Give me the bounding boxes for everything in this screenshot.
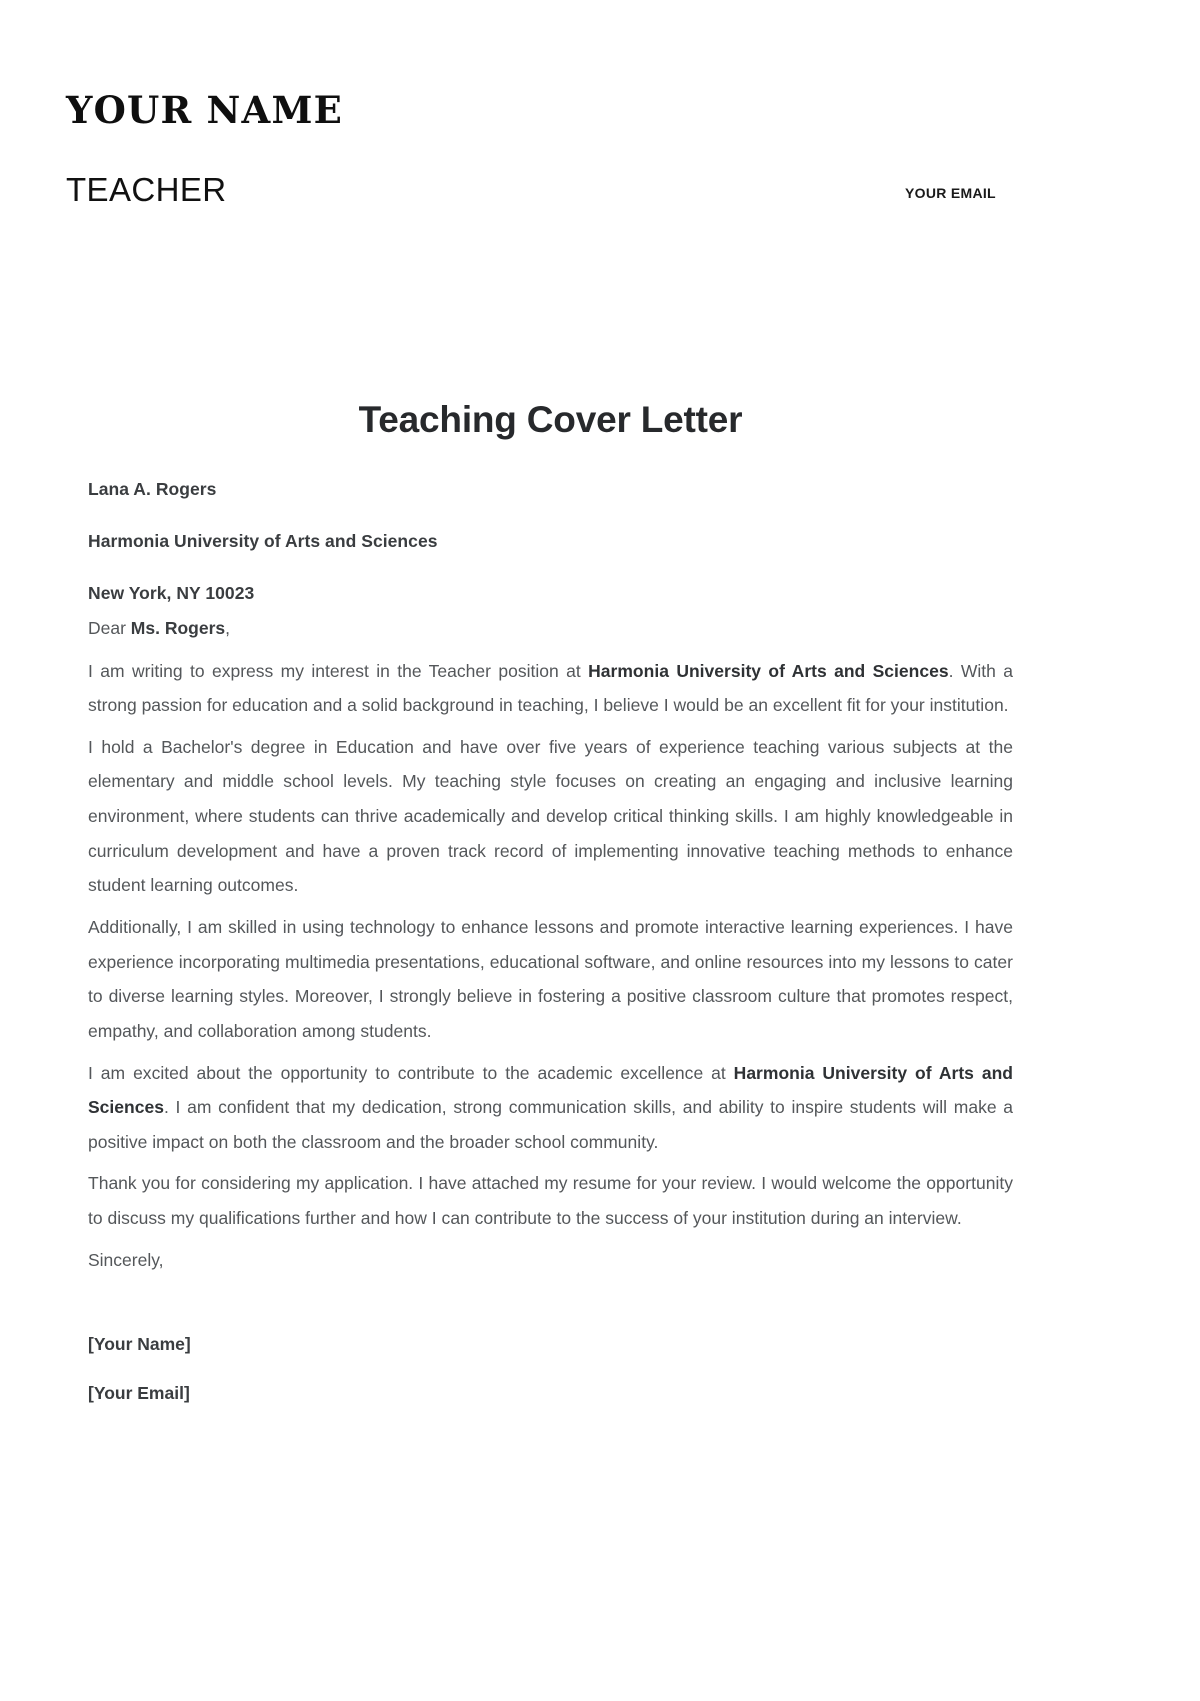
- salutation-prefix: Dear: [88, 618, 131, 639]
- letter-paragraph: [88, 1056, 1013, 1160]
- salutation: [88, 615, 1013, 641]
- paragraph-text: I hold a Bachelor's degree in Education and have over five years of experience teaching various subjects at the elementary and middle school levels. My teaching style focuses on creating an engaging and inclusive learning environment, where students can thrive academically and develop critical thinking skills. I am highly knowledgeable in curriculum development and have a proven track record of implementing innovative teaching methods to enhance student learning outcomes.: [88, 736, 1013, 896]
- recipient-organization: Harmonia University of Arts and Sciences: [88, 531, 438, 552]
- closing-line: Sincerely,: [88, 1249, 164, 1270]
- emphasis-text: Harmonia University of Arts and Sciences: [588, 660, 949, 681]
- salutation-suffix: ,: [225, 618, 230, 639]
- recipient-name: Lana A. Rogers: [88, 479, 217, 500]
- letter-paragraph: [88, 730, 1013, 903]
- letter-paragraphs: [88, 654, 1013, 1236]
- emphasis-text: Harmonia University of Arts and Sciences: [88, 1062, 1013, 1118]
- recipient-city-state-zip: New York, NY 10023: [88, 582, 255, 603]
- paragraph-text: Additionally, I am skilled in using technology to enhance lessons and promote interactive learning experiences. I have experience incorporating multimedia presentations, educational software, and online resources into my lessons to cater to diverse learning styles. Moreover, I strongly believe in fostering a positive classroom culture that promotes respect, empathy, and collaboration among students.: [88, 917, 1013, 1041]
- letter-body: [88, 398, 1013, 1431]
- salutation-recipient: Ms. Rogers: [130, 618, 226, 639]
- letter-paragraph: [88, 910, 1013, 1049]
- signature-email: [Your Email]: [88, 1383, 190, 1404]
- paragraph-text: Thank you for considering my application. I have attached my resume for your review. I would welcome the opportunity to discuss my qualifications further and how I can contribute to the success of your institution during an interview.: [88, 1173, 1013, 1229]
- page-title: Teaching Cover Letter: [358, 399, 743, 440]
- letterhead-name: YOUR NAME: [66, 88, 344, 132]
- letter-paragraph: [88, 1166, 1013, 1235]
- signature-name: [Your Name]: [88, 1334, 191, 1355]
- paragraph-text: . With a strong passion for education and a solid background in teaching, I believe I would be an excellent fit for your institution.: [88, 660, 1014, 716]
- letter-paragraph: [88, 654, 1013, 723]
- letterhead-role: TEACHER: [66, 171, 227, 208]
- paragraph-text: I am writing to express my interest in the Teacher position at: [88, 660, 589, 681]
- signature-spacer: [88, 1277, 1013, 1333]
- letterhead-email: YOUR EMAIL: [905, 185, 996, 201]
- paragraph-text: . I am confident that my dedication, strong communication skills, and ability to inspire students will make a positive impact on both the classroom and the broader school community.: [88, 1097, 1013, 1152]
- paragraph-text: I am excited about the opportunity to contribute to the academic excellence at: [88, 1062, 734, 1083]
